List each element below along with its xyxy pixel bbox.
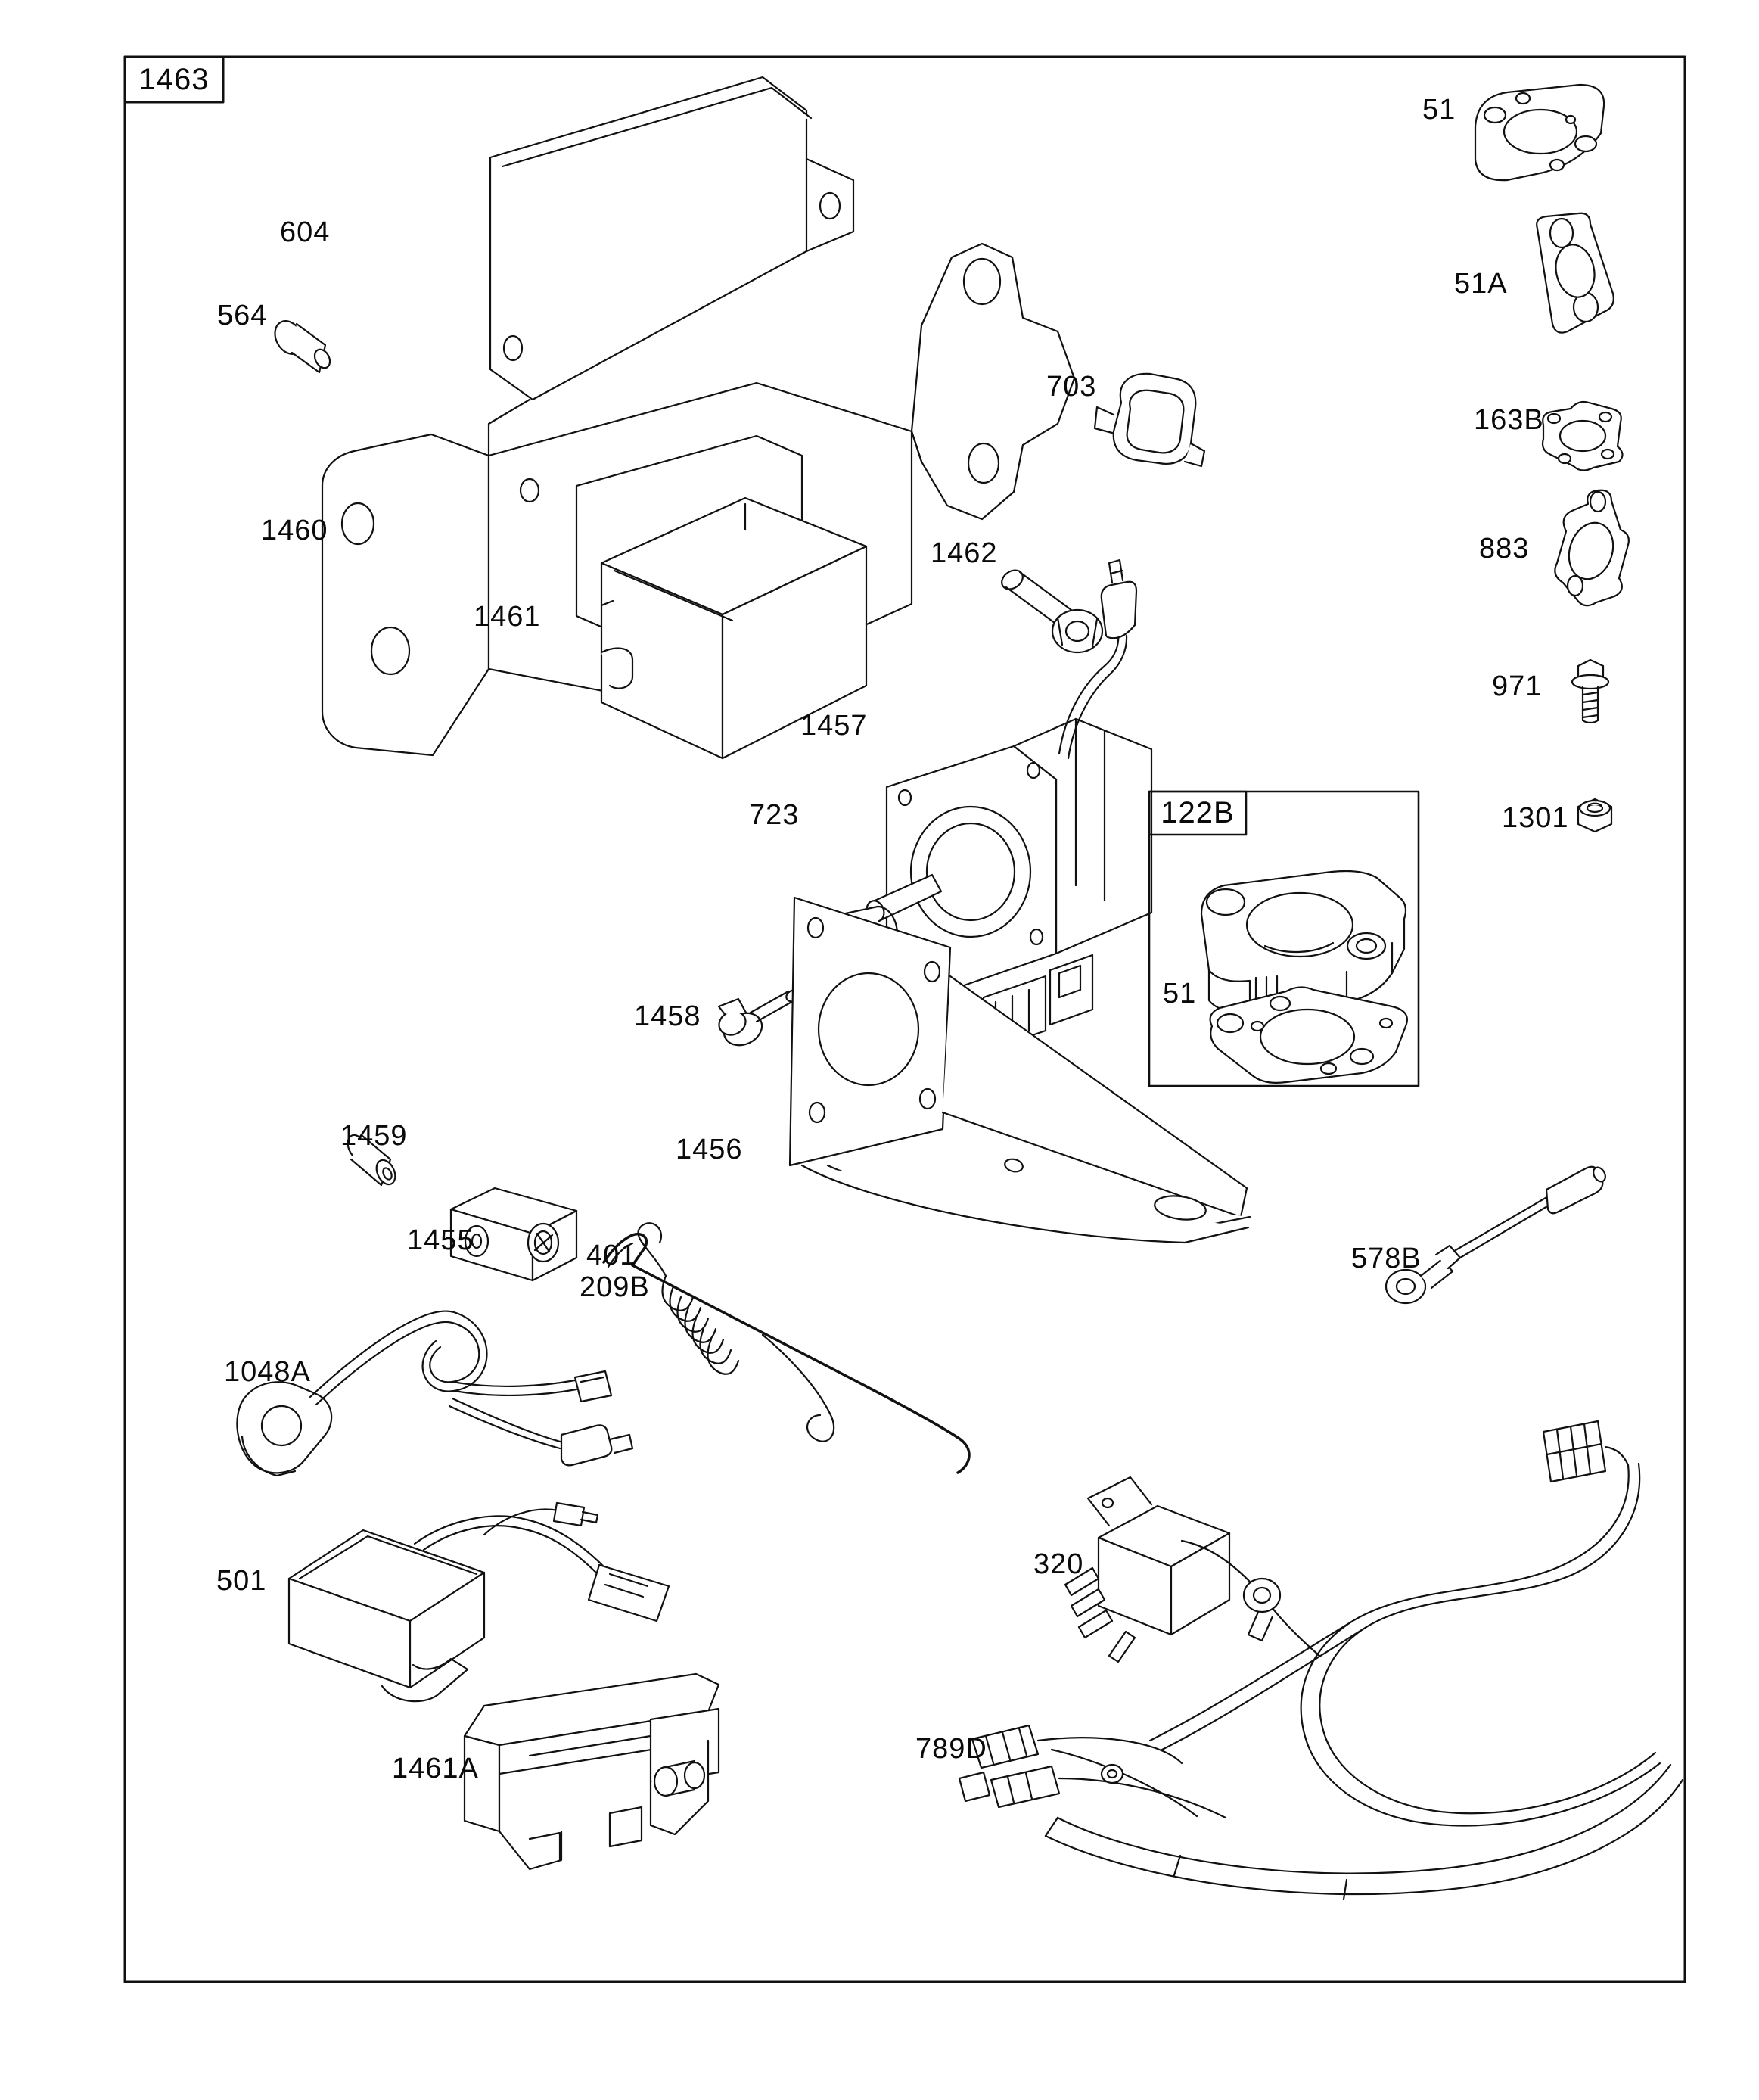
part-703-drawing	[1095, 374, 1204, 466]
part-1462-drawing	[998, 566, 1102, 652]
part-51-drawing	[1475, 85, 1604, 180]
part-label-209b: 209B	[580, 1271, 650, 1303]
part-883-drawing	[1555, 490, 1629, 605]
part-label-1461: 1461	[474, 601, 541, 633]
part-51a-drawing	[1537, 213, 1614, 333]
part-1301-drawing	[1578, 799, 1611, 832]
inset-label: 122B	[1161, 796, 1235, 829]
part-label-971: 971	[1492, 670, 1543, 702]
part-320-drawing	[1065, 1477, 1229, 1662]
part-label-401: 401	[586, 1240, 637, 1271]
part-label-789d: 789D	[915, 1733, 987, 1765]
part-604-drawing	[490, 77, 853, 400]
part-label-501: 501	[216, 1565, 267, 1597]
part-label-1462: 1462	[931, 537, 998, 569]
part-label-163b: 163B	[1474, 404, 1544, 436]
part-label-1301: 1301	[1502, 802, 1569, 834]
part-1458-drawing	[715, 988, 801, 1051]
part-971-drawing	[1572, 660, 1608, 723]
part-578b-drawing	[1386, 1165, 1608, 1303]
part-label-51-inset: 51	[1163, 978, 1197, 1010]
part-label-1459: 1459	[340, 1120, 408, 1152]
part-1461a-drawing	[465, 1674, 719, 1869]
inset-122b	[1149, 792, 1419, 1086]
part-163b-drawing	[1543, 402, 1623, 471]
part-501-drawing	[289, 1503, 669, 1701]
part-label-604: 604	[280, 216, 331, 248]
part-564-drawing	[269, 316, 333, 372]
part-label-883: 883	[1479, 533, 1530, 565]
part-label-578b: 578B	[1351, 1243, 1422, 1274]
part-label-703: 703	[1046, 371, 1097, 403]
part-1048a-drawing	[237, 1311, 632, 1476]
part-209b-drawing	[638, 1223, 834, 1441]
part-label-51a: 51A	[1454, 268, 1508, 300]
part-label-320: 320	[1033, 1548, 1084, 1580]
part-label-564: 564	[217, 300, 268, 331]
part-label-1460: 1460	[261, 515, 328, 546]
part-label-723: 723	[749, 799, 800, 831]
part-label-1455: 1455	[407, 1224, 474, 1256]
part-label-1456: 1456	[676, 1134, 743, 1165]
part-401-drawing	[604, 1234, 969, 1473]
part-789d-drawing	[959, 1421, 1683, 1899]
part-label-1461a: 1461A	[392, 1753, 479, 1784]
frame-label: 1463	[138, 62, 210, 96]
part-label-1048a: 1048A	[224, 1356, 311, 1388]
part-label-51: 51	[1422, 94, 1456, 126]
part-label-1458: 1458	[634, 1000, 701, 1032]
part-label-1457: 1457	[800, 710, 868, 742]
